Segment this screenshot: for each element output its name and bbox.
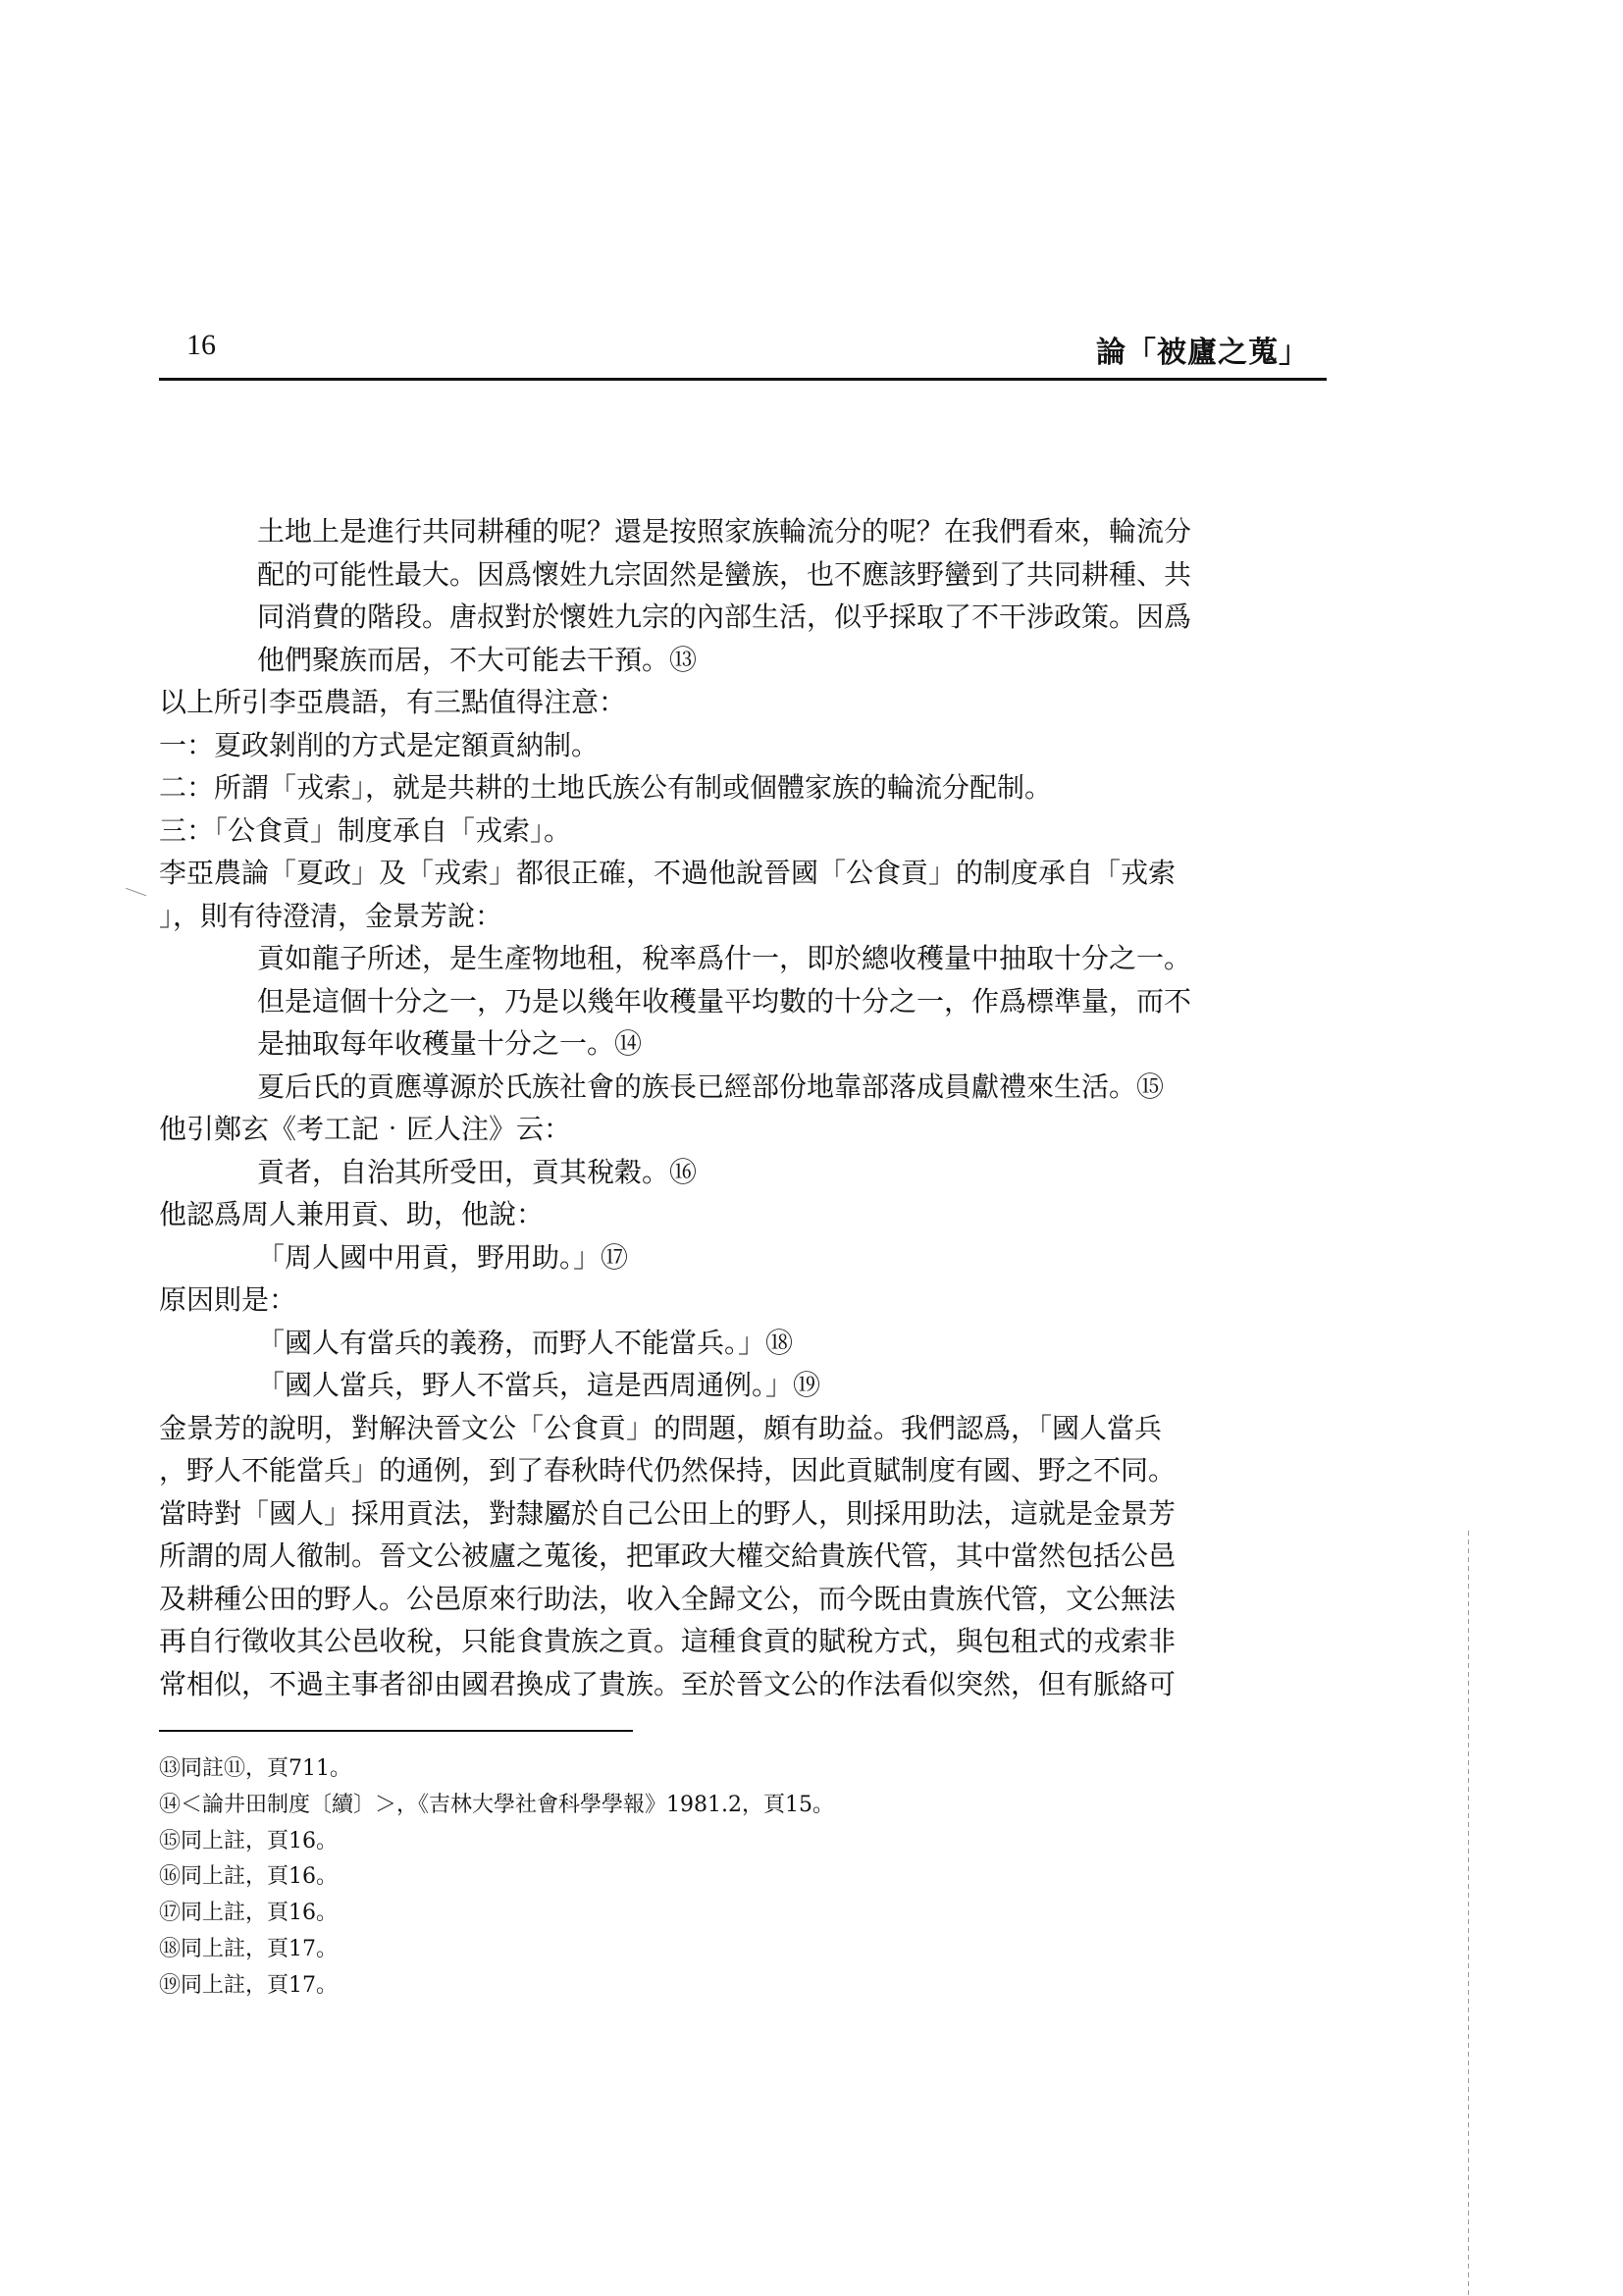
quote-line: 是抽取每年收穫量十分之一。⑭	[257, 1027, 643, 1060]
quote-line: 貢者，自治其所受田，貢其稅穀。⑯	[257, 1155, 698, 1188]
body-line: 所謂的周人徹制。晉文公被廬之蒐後，把軍政大權交給貴族代管，其中當然包括公邑	[159, 1539, 1177, 1572]
footnote: ⑰同上註，頁16。	[159, 1901, 338, 1926]
footnotes	[159, 1751, 1238, 2005]
footnote: ⑬同註⑪，頁711。	[159, 1756, 351, 1781]
body-text	[159, 510, 1258, 1705]
quote-line: 配的可能性最大。因爲懷姓九宗固然是蠻族，也不應該野蠻到了共同耕種、共	[257, 557, 1192, 591]
quote-line: 但是這個十分之一，乃是以幾年收穫量平均數的十分之一，作爲標準量，而不	[257, 984, 1192, 1018]
body-line: 他認爲周人兼用貢、助，他說：	[159, 1198, 545, 1230]
body-line: 及耕種公田的野人。公邑原來行助法，收入全歸文公，而今既由貴族代管，文公無法	[159, 1582, 1177, 1615]
quote-line: 「周人國中用貢，野用助。」⑰	[257, 1240, 629, 1274]
footnote: ⑲同上註，頁17。	[159, 1972, 338, 1998]
quote-line: 貢如龍子所述，是生產物地租，稅率爲什一，即於總收穫量中抽取十分之一。	[257, 942, 1192, 974]
running-title: 論「被廬之蒐」	[1096, 336, 1309, 370]
body-line: 當時對「國人」採用貢法，對隸屬於自己公田上的野人，則採用助法，這就是金景芳	[159, 1496, 1177, 1530]
list-item: 三：「公食貢」制度承自「戎索」。	[159, 813, 572, 847]
quote-line: 土地上是進行共同耕種的呢？還是按照家族輪流分的呢？在我們看來，輪流分	[257, 515, 1192, 548]
quote-line: 「國人當兵，野人不當兵，這是西周通例。」⑲	[257, 1369, 821, 1401]
body-line: 李亞農論「夏政」及「戎索」都很正確，不過他說晉國「公食貢」的制度承自「戎索	[159, 857, 1177, 889]
footnote: ⑱同上註，頁17。	[159, 1936, 338, 1961]
footnote-rule	[159, 1730, 633, 1732]
margin-scan-mark	[126, 875, 151, 897]
body-line: 他引鄭玄《考工記‧匠人注》云：	[159, 1113, 572, 1145]
footnote: ⑯同上註，頁16。	[159, 1864, 338, 1890]
body-line: 」，則有待澄清，金景芳說：	[159, 899, 503, 932]
footnote: ⑭＜論井田制度〔續〕＞，《吉林大學社會科學學報》1981.2，頁15。	[159, 1792, 834, 1817]
quote-line: 「國人有當兵的義務，而野人不能當兵。」⑱	[257, 1326, 794, 1359]
body-line: 常相似，不過主事者卻由國君換成了貴族。至於晉文公的作法看似突然，但有脈絡可	[159, 1667, 1177, 1700]
body-line: ，野人不能當兵」的通例，到了春秋時代仍然保持，因此貢賦制度有國、野之不同。	[159, 1454, 1177, 1487]
list-item: 一：夏政剝削的方式是定額貢納制。	[159, 728, 600, 761]
header-rule	[159, 378, 1327, 381]
body-line: 以上所引李亞農語，有三點值得注意：	[159, 686, 627, 718]
quote-line: 他們聚族而居，不大可能去干預。⑬	[257, 643, 698, 676]
body-line: 原因則是：	[159, 1283, 297, 1316]
footnote: ⑮同上註，頁16。	[159, 1828, 338, 1853]
body-line: 金景芳的說明，對解決晉文公「公食貢」的問題，頗有助益。我們認爲，「國人當兵	[159, 1411, 1163, 1444]
page-number: 16	[186, 329, 216, 361]
body-line: 再自行徵收其公邑收稅，只能食貴族之貢。這種食貢的賦稅方式，與包租式的戎索非	[159, 1625, 1177, 1657]
list-item: 二：所謂「戎索」，就是共耕的土地氏族公有制或個體家族的輪流分配制。	[159, 771, 1053, 804]
scan-edge-line	[1468, 1531, 1469, 2296]
quote-line: 同消費的階段。唐叔對於懷姓九宗的內部生活，似乎採取了不干涉政策。因爲	[257, 600, 1192, 633]
quote-line: 夏后氏的貢應導源於氏族社會的族長已經部份地靠部落成員獻禮來生活。⑮	[257, 1070, 1165, 1103]
